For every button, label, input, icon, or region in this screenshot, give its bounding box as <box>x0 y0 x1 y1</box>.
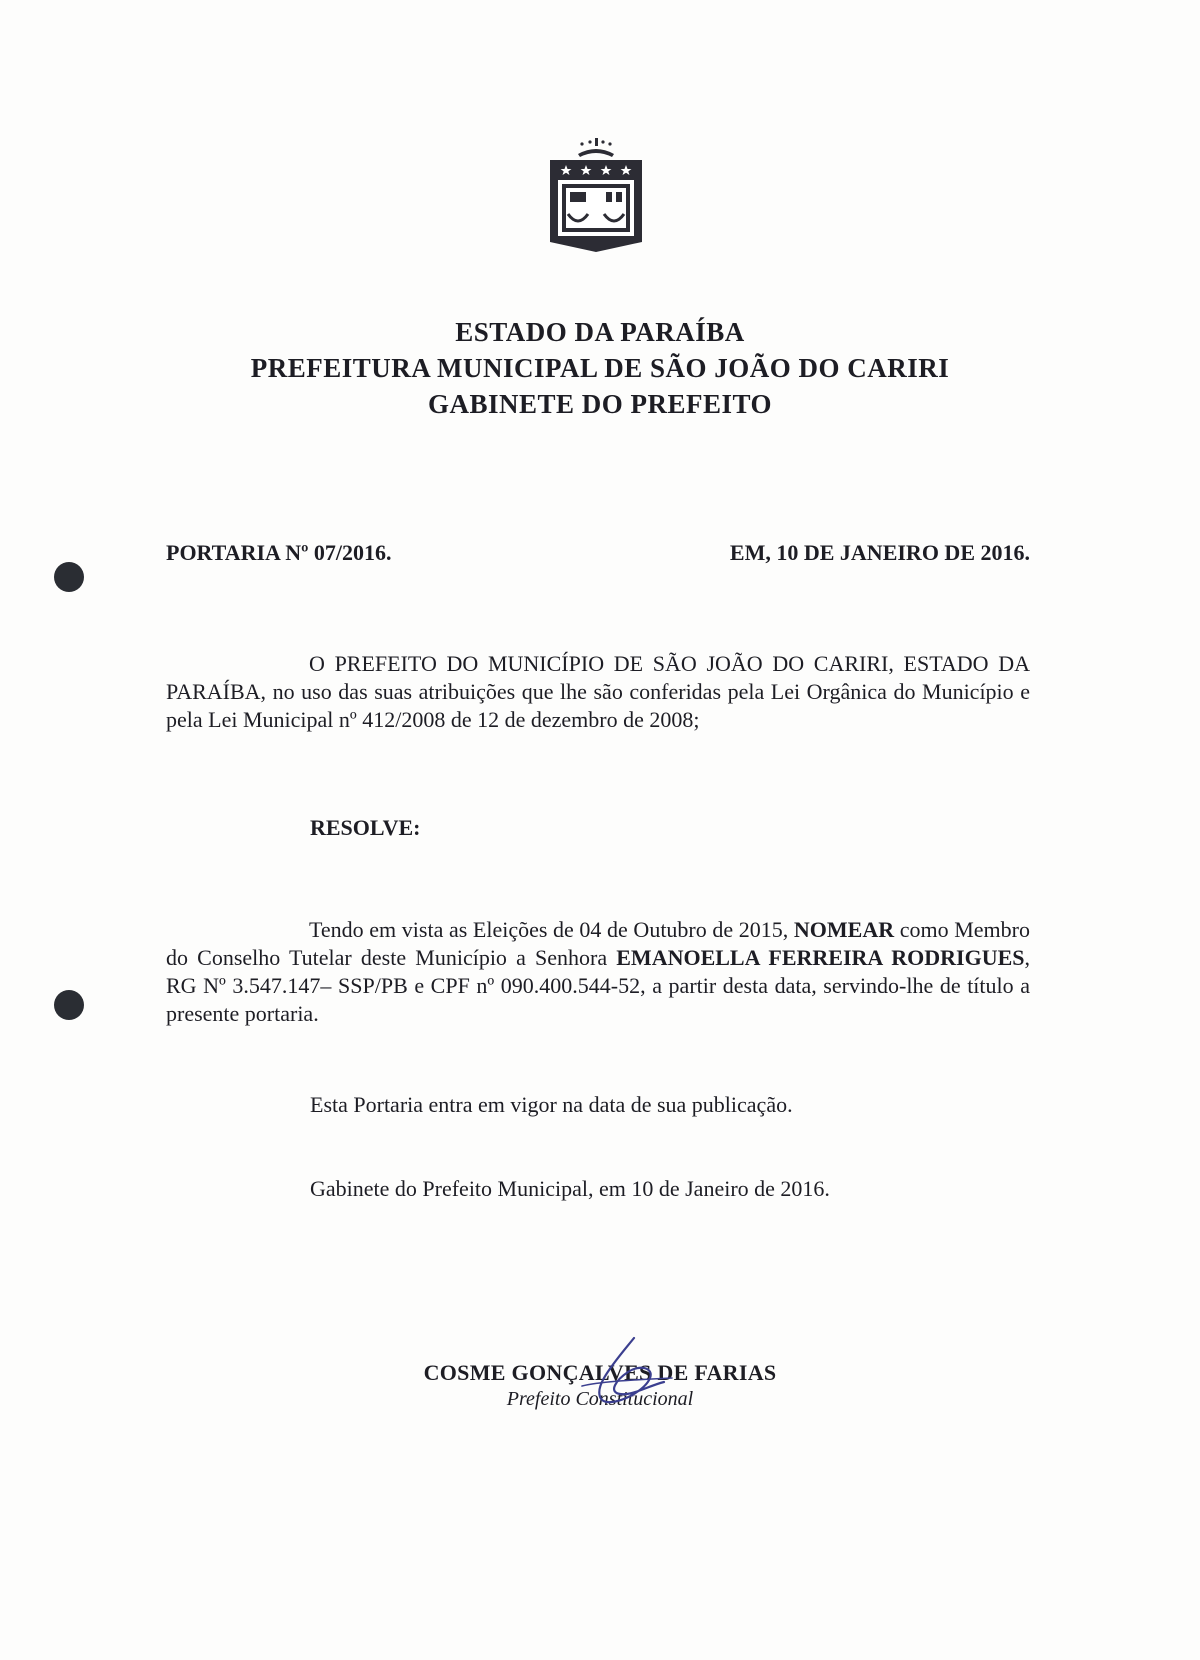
portaria-number: PORTARIA Nº 07/2016. <box>166 540 392 565</box>
decision-paragraph <box>166 916 1030 1028</box>
portaria-date: EM, 10 DE JANEIRO DE 2016. <box>729 540 1030 565</box>
header-prefeitura: PREFEITURA MUNICIPAL DE SÃO JOÃO DO CARIRI <box>250 353 950 383</box>
header-state: ESTADO DA PARAÍBA <box>455 317 745 347</box>
decision-verb: NOMEAR <box>793 917 895 942</box>
resolve-heading: RESOLVE: <box>310 815 421 840</box>
vigor-line: Esta Portaria entra em vigor na data de sua publicação. <box>310 1092 793 1117</box>
punch-hole-bottom <box>54 990 84 1020</box>
decision-part1: Tendo em vista as Eleições de 04 de Outubro de 2015, <box>309 917 789 942</box>
appointee-name: EMANOELLA FERREIRA RODRIGUES <box>616 945 1025 970</box>
handwritten-signature-icon <box>568 1334 678 1414</box>
gabinete-line: Gabinete do Prefeito Municipal, em 10 de Janeiro de 2016. <box>310 1176 830 1201</box>
municipal-coat-of-arms-icon <box>548 138 644 252</box>
signatory-title: Prefeito Constitucional <box>506 1388 694 1410</box>
signatory-name: COSME GONÇALVES DE FARIAS <box>423 1360 777 1385</box>
document-header <box>0 314 1200 422</box>
decision-part2: como Membro do Conselho Tutelar deste Município a Senhora <box>166 917 1030 970</box>
preamble-text: O PREFEITO DO MUNICÍPIO DE SÃO JOÃO DO CARIRI, ESTADO DA PARAÍBA, no uso das suas atribuições que lhe são conferidas pela Lei Orgânica do Município e pela Lei Municipal nº 412/2008 de 12 de dezembro de 2008; <box>166 651 1030 732</box>
header-gabinete: GABINETE DO PREFEITO <box>427 389 773 419</box>
preamble-paragraph <box>166 650 1030 734</box>
portaria-line <box>166 540 1030 566</box>
punch-hole-top <box>54 562 84 592</box>
decision-part3: , RG Nº 3.547.147– SSP/PB e CPF nº 090.400.544-52, a partir desta data, servindo-lhe de título a presente portaria. <box>166 945 1031 1026</box>
